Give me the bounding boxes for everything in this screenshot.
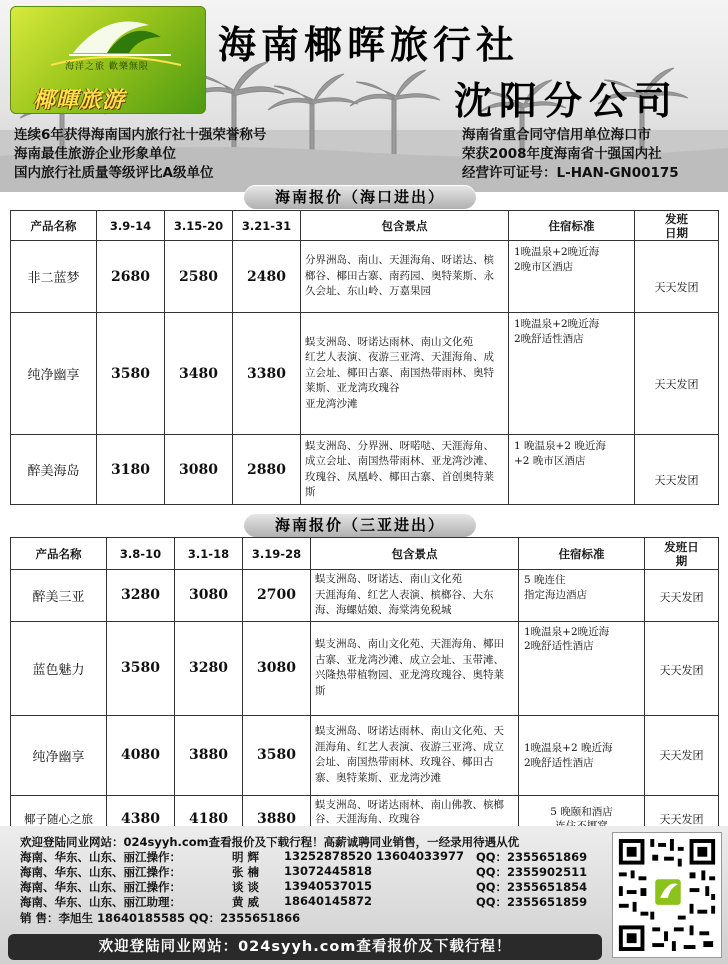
table-header-row <box>11 211 719 241</box>
scenic-spots: 蜈支洲岛、呀诺达、南山文化苑 天涯海角、红艺人表演、槟榔谷、大东海、海螺姑娘、海棠湾免税城 <box>311 570 519 622</box>
departure-schedule: 天天发团 <box>645 795 719 842</box>
website-link-bar[interactable]: 欢迎登陆同业网站：024syyh.com查看报价及下载行程！ <box>8 934 602 960</box>
license-number: 经营许可证号：L-HAN-GN00175 <box>462 165 679 181</box>
honor-line: 海南最佳旅游企业形象单位 <box>14 146 176 162</box>
header-banner <box>0 0 728 192</box>
scenic-spots: 蜈支洲岛、分界洲、呀喏哒、天涯海角、成立会址、南国热带雨林、亚龙湾沙滩、玫瑰谷、凤凰岭、椰田古寨、首创奥特莱斯 <box>301 435 509 505</box>
col-header-scenic: 包含景点 <box>301 211 509 241</box>
hotel-standard: 1晚温泉+2 晚近海 2晚舒适性酒店 <box>519 715 645 795</box>
col-header-product: 产品名称 <box>11 211 97 241</box>
hotel-standard: 1晚温泉+2晚近海 2晚市区酒店 <box>509 241 635 313</box>
company-logo <box>10 6 206 114</box>
product-name: 纯净幽享 <box>11 715 107 795</box>
contact-qq: QQ：2355902511 <box>476 865 588 879</box>
contact-name: 谈 谈 <box>232 880 260 894</box>
col-header-date: 3.1-18 <box>175 538 243 570</box>
contact-region: 海南、华东、山东、丽江操作： <box>20 880 181 894</box>
price-cell: 4380 <box>107 795 175 842</box>
price-cell: 2580 <box>165 241 233 313</box>
contact-region: 海南、华东、山东、丽江助理： <box>20 895 181 909</box>
contact-row <box>20 864 600 880</box>
sales-contact: 销 售：李旭生 18640185585 QQ：2355651866 <box>20 911 301 925</box>
table-row <box>11 570 719 622</box>
col-header-hotel: 住宿标准 <box>509 211 635 241</box>
price-cell: 3080 <box>175 570 243 622</box>
product-name: 蓝色魅力 <box>11 621 107 715</box>
honor-line: 荣获2008年度海南省十强国内社 <box>462 146 662 162</box>
contact-row <box>20 849 600 865</box>
price-cell: 2880 <box>233 435 301 505</box>
col-header-scenic: 包含景点 <box>311 538 519 570</box>
product-name: 纯净幽享 <box>11 313 97 435</box>
honor-line: 国内旅行社质量等级评比A级单位 <box>14 165 214 181</box>
col-header-product: 产品名称 <box>11 538 107 570</box>
contact-name: 张 楠 <box>232 865 260 879</box>
hotel-standard: 5 晚颐和酒店 <box>519 795 645 842</box>
table-row <box>11 715 719 795</box>
section-banner-haikou: 海南报价（海口进出） <box>244 185 476 209</box>
departure-schedule: 天天发团 <box>645 715 719 795</box>
product-name: 非二蓝梦 <box>11 241 97 313</box>
logo-motto: 海洋之旅 歡樂無限 <box>65 62 149 72</box>
departure-schedule: 天天发团 <box>635 241 719 313</box>
table-row <box>11 621 719 715</box>
contact-row <box>20 894 600 910</box>
price-cell: 2700 <box>243 570 311 622</box>
col-header-depart: 发班日 期 <box>645 538 719 570</box>
contact-qq: QQ：2355651859 <box>476 895 588 909</box>
contact-qq: QQ：2355651869 <box>476 850 588 864</box>
branch-title: 沈阳分公司 <box>454 79 680 123</box>
table-row <box>11 313 719 435</box>
contact-region: 海南、华东、山东、丽江操作： <box>20 850 181 864</box>
col-header-date: 3.8-10 <box>107 538 175 570</box>
hotel-standard: 1 晚温泉+2 晚近海 +2 晚市区酒店 <box>509 435 635 505</box>
departure-schedule: 天天发团 <box>635 313 719 435</box>
contact-region: 海南、华东、山东、丽江操作： <box>20 865 181 879</box>
contact-qq: QQ：2355651854 <box>476 880 588 894</box>
product-name: 椰子随心之旅 <box>11 795 107 842</box>
price-cell: 3480 <box>165 313 233 435</box>
logo-brand-text: 椰暉旅游 <box>33 87 126 113</box>
price-cell: 3580 <box>107 621 175 715</box>
price-cell: 3080 <box>243 621 311 715</box>
price-cell: 3080 <box>165 435 233 505</box>
section-banner-sanya: 海南报价（三亚进出） <box>244 513 476 537</box>
price-cell: 2480 <box>233 241 301 313</box>
contact-phone[interactable]: 18640145872 <box>284 894 373 908</box>
price-cell: 3880 <box>243 795 311 842</box>
welcome-line: 欢迎登陆同业网站：024syyh.com查看报价及下载行程！高薪诚聘同业销售，一经录用待遇从优 <box>20 835 520 849</box>
col-header-date: 3.9-14 <box>97 211 165 241</box>
honors-list-left <box>14 126 266 183</box>
price-cell: 3580 <box>97 313 165 435</box>
company-title: 海南椰晖旅行社 <box>218 23 520 67</box>
contact-phone[interactable]: 13072445818 <box>284 864 373 878</box>
scenic-spots: 蜈支洲岛、呀诺达雨林、南山文化苑 红艺人表演、夜游三亚湾、天涯海角、成立会址、椰田古寨、南国热带雨林、奥特莱斯、亚龙湾玫瑰谷 亚龙湾沙滩 <box>301 313 509 435</box>
price-cell: 3280 <box>175 621 243 715</box>
table-row <box>11 435 719 505</box>
col-header-date: 3.21-31 <box>233 211 301 241</box>
contact-phone[interactable]: 13940537015 <box>284 879 373 893</box>
price-cell: 4080 <box>107 715 175 795</box>
scenic-spots: 分界洲岛、南山、天涯海角、呀诺达、槟榔谷、椰田古寨、南药园、奥特莱斯、永久会址、东山岭、万嘉果园 <box>301 241 509 313</box>
table-header-row <box>11 538 719 570</box>
footer-contacts <box>0 826 728 964</box>
price-cell: 3580 <box>243 715 311 795</box>
price-cell: 3280 <box>107 570 175 622</box>
departure-schedule: 天天发团 <box>635 435 719 505</box>
departure-schedule: 天天发团 <box>645 621 719 715</box>
table-row <box>11 241 719 313</box>
product-name: 醉美海岛 <box>11 435 97 505</box>
scenic-spots: 蜈支洲岛、呀诺达雨林、南山佛教、槟榔谷、天涯海角、玫瑰谷 <box>311 795 519 842</box>
qr-code-icon[interactable] <box>612 832 722 958</box>
hotel-standard: 5 晚连住 指定海边酒店 <box>519 570 645 622</box>
contact-name: 明 辉 <box>232 850 260 864</box>
price-cell: 4180 <box>175 795 243 842</box>
hotel-standard: 1晚温泉+2晚近海 2晚舒适性酒店 <box>509 313 635 435</box>
col-header-hotel: 住宿标准 <box>519 538 645 570</box>
col-header-depart: 发班 日期 <box>635 211 719 241</box>
col-header-date: 3.15-20 <box>165 211 233 241</box>
price-cell: 3880 <box>175 715 243 795</box>
contact-phone[interactable]: 13252878520 13604033977 <box>284 849 465 863</box>
departure-schedule: 天天发团 <box>645 570 719 622</box>
honor-line: 连续6年获得海南国内旅行社十强荣誉称号 <box>14 127 267 143</box>
col-header-date: 3.19-28 <box>243 538 311 570</box>
price-table-haikou <box>10 210 719 505</box>
honors-list-right <box>462 126 679 183</box>
product-name: 醉美三亚 <box>11 570 107 622</box>
price-cell: 2680 <box>97 241 165 313</box>
price-table-sanya <box>10 537 719 843</box>
honor-line: 海南省重合同守信用单位海口市 <box>462 127 651 143</box>
price-cell: 3380 <box>233 313 301 435</box>
hotel-standard: 1晚温泉+2晚近海 2晚舒适性酒店 <box>519 621 645 715</box>
price-cell: 3180 <box>97 435 165 505</box>
scenic-spots: 蜈支洲岛、呀诺达雨林、南山文化苑、天涯海角、红艺人表演、夜游三亚湾、成立会址、南国热带雨林、玫瑰谷、椰田古寨、奥特莱斯、亚龙湾沙滩 <box>311 715 519 795</box>
contact-name: 黄 威 <box>232 895 260 909</box>
contact-row <box>20 879 600 895</box>
scenic-spots: 蜈支洲岛、南山文化苑、天涯海角、椰田古寨、亚龙湾沙滩、成立会址、玉带滩、兴隆热带植物园、亚龙湾玫瑰谷、奥特莱斯 <box>311 621 519 715</box>
